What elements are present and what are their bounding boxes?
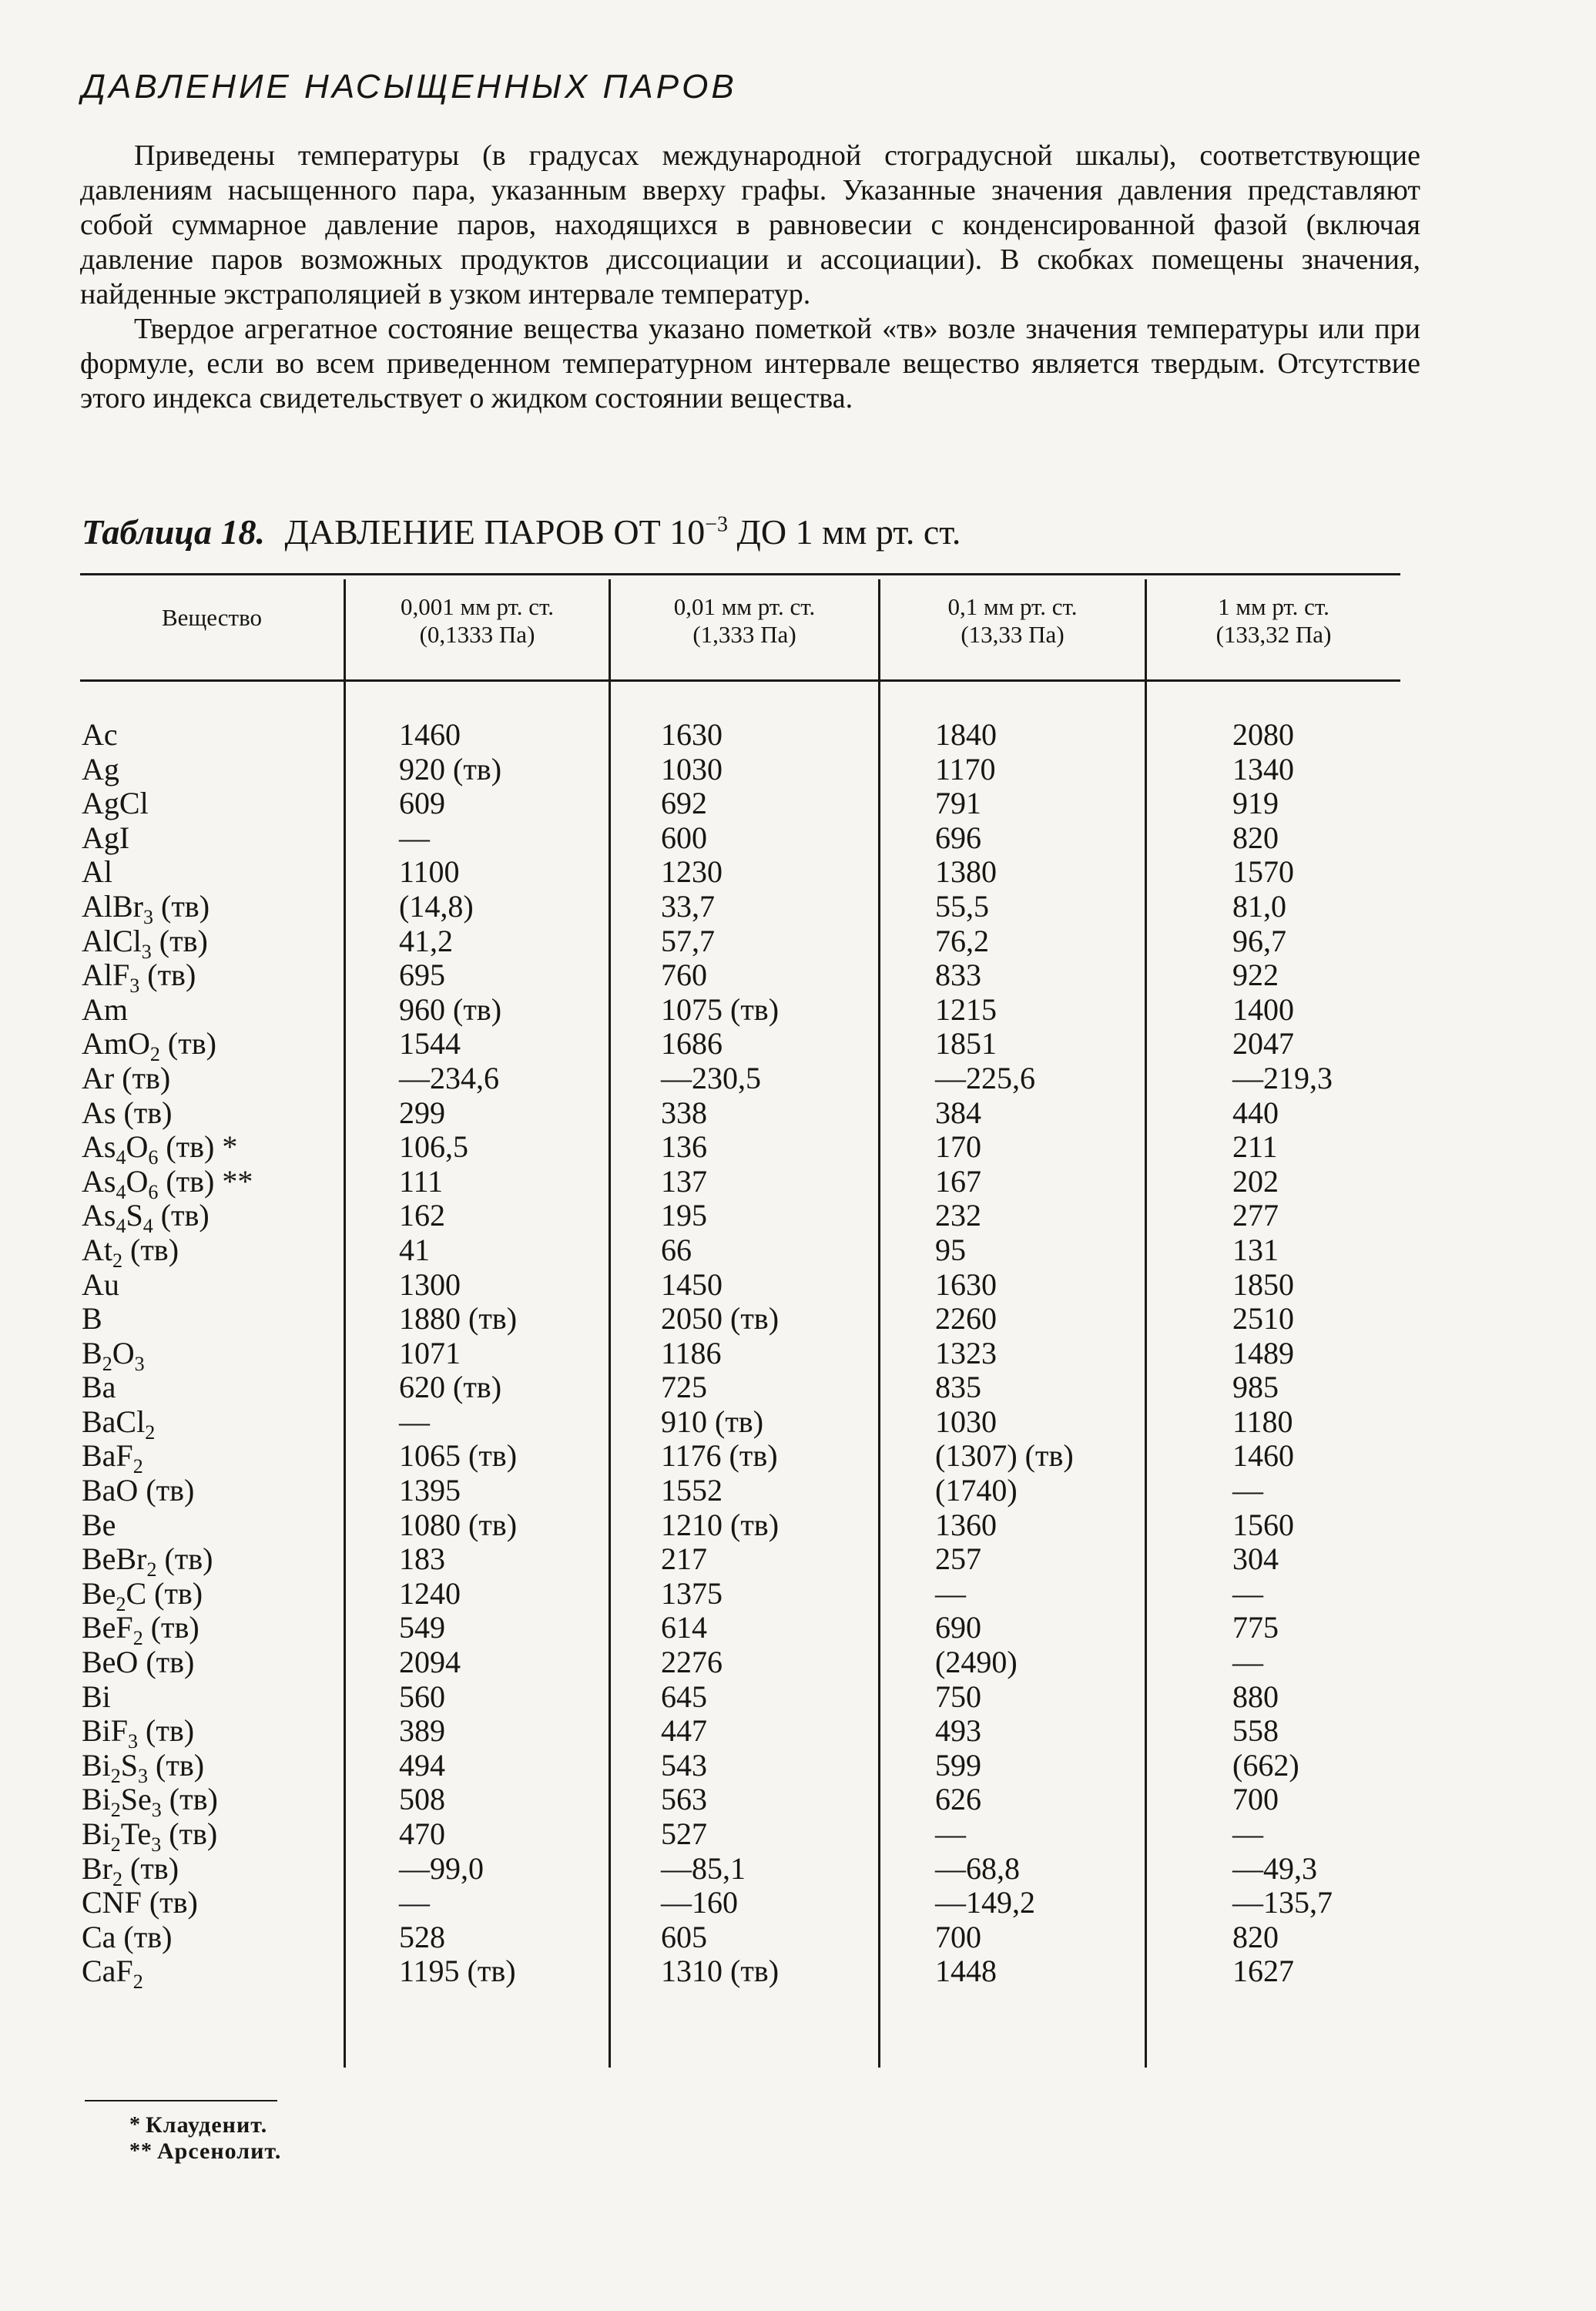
value-cell: 690 [935,1610,981,1645]
value-cell: —68,8 [935,1850,1020,1886]
value-cell: 2080 [1232,717,1294,752]
value-cell: 232 [935,1198,981,1233]
value-cell: 1880 (тв) [399,1301,518,1337]
value-cell: 81,0 [1232,888,1286,924]
value-cell: 835 [935,1370,981,1405]
value-cell: 106,5 [399,1129,468,1165]
substance-cell: $As_4S_4$ (тв) [82,1198,210,1238]
intro-paragraph-2: Твердое агрегатное состояние вещества указано пометкой «тв» возле значения температуры или при формуле, если во всем приведенном температурном интервале вещество является твердым. Отсутствие этого индекса свидетельствует о жидком состоянии вещества. [80,313,1420,414]
value-cell: 96,7 [1232,923,1286,958]
value-cell: 1210 (тв) [661,1507,780,1542]
substance-cell: CaF$_2$ [82,1954,143,1994]
value-cell: 922 [1232,958,1279,993]
value-cell: —99,0 [399,1850,484,1886]
value-cell: 614 [661,1610,707,1645]
value-cell: 791 [935,786,981,821]
value-cell: 95 [935,1232,966,1267]
value-cell: 41,2 [399,923,453,958]
value-cell: 195 [661,1198,707,1233]
value-cell: 202 [1232,1163,1279,1199]
value-cell: 605 [661,1919,707,1954]
value-cell: 563 [661,1782,707,1817]
substance-column [82,717,359,1994]
substance-cell: AlF$_3$ (тв) [82,958,196,998]
value-cell: 66 [661,1232,692,1267]
column-header-p2: 0,01 мм рт. ст. (1,333 Па) [673,593,816,648]
value-cell: 919 [1232,786,1279,821]
value-cell: 41 [399,1232,430,1267]
value-cell: 1080 (тв) [399,1507,518,1542]
value-cell: — [1232,1473,1263,1508]
value-cell: 1840 [935,717,997,752]
value-cell: 211 [1232,1129,1278,1165]
value-cell: 1489 [1232,1335,1294,1370]
value-cell: —219,3 [1232,1060,1333,1095]
value-cell: 620 (тв) [399,1370,502,1405]
intro-paragraph-1: Приведены температуры (в градусах международной стоградусной шкалы), соответствующие давлениям насыщенного пара, указанным вверху графы. Указанные значения давления представляют собой суммарное давление паров, находящихся в равновесии с конденсированной фазой (включая давление паров возможных продуктов диссоциации и ассоциации). В скобках помещены значения, найденные экстраполяцией в узком интервале температур. [80,139,1420,310]
value-cell: 549 [399,1610,445,1645]
value-cell: 1570 [1232,854,1294,890]
value-cell: 543 [661,1747,707,1783]
value-cell: 725 [661,1370,707,1405]
substance-cell: Be [82,1507,116,1542]
value-cell: (1307) (тв) [935,1438,1074,1474]
value-cell: — [1232,1575,1263,1611]
substance-cell: BaO (тв) [82,1473,195,1508]
substance-cell: Bi [82,1679,111,1714]
value-cell: 599 [935,1747,981,1783]
substance-cell: AlBr$_3$ (тв) [82,888,210,928]
substance-cell: AgI [82,820,130,855]
value-cell: 1380 [935,854,997,890]
value-cell: 960 (тв) [399,991,502,1027]
value-cell: 299 [399,1095,445,1130]
value-cell: 277 [1232,1198,1279,1233]
value-cell: 695 [399,958,445,993]
intro-text [80,139,1420,416]
value-cell: —49,3 [1232,1850,1317,1886]
value-cell: 609 [399,786,445,821]
substance-cell: AgCl [82,786,149,821]
value-cell: 131 [1232,1232,1279,1267]
value-cell: —234,6 [399,1060,499,1095]
value-cell: 183 [399,1541,445,1577]
value-cell: —225,6 [935,1060,1035,1095]
value-cell: 1300 [399,1266,461,1302]
substance-cell: $B_2O_3$ [82,1335,145,1375]
value-cell: 692 [661,786,707,821]
page-heading: ДАВЛЕНИЕ НАСЫЩЕННЫХ ПАРОВ [82,68,737,106]
value-cell: 1180 [1232,1404,1293,1439]
values-column-001 [661,718,938,1989]
value-cell: 1240 [399,1575,461,1611]
value-cell: —149,2 [935,1885,1035,1920]
substance-cell: BiF$_3$ (тв) [82,1713,195,1753]
value-cell: 1630 [935,1266,997,1302]
value-cell: 167 [935,1163,981,1199]
value-cell: 1448 [935,1954,997,1989]
value-cell: 1560 [1232,1507,1294,1542]
value-cell: 170 [935,1129,981,1165]
value-cell: 1460 [1232,1438,1294,1474]
value-cell: (662) [1232,1747,1299,1783]
value-cell: 1552 [661,1473,723,1508]
value-cell: 1460 [399,717,461,752]
value-cell: 304 [1232,1541,1279,1577]
value-cell: 447 [661,1713,707,1749]
substance-cell: Am [82,991,128,1027]
value-cell: 1850 [1232,1266,1294,1302]
value-cell: 880 [1232,1679,1279,1714]
value-cell: —230,5 [661,1060,761,1095]
substance-cell: As (тв) [82,1095,173,1130]
value-cell: 137 [661,1163,707,1199]
value-cell: 2260 [935,1301,997,1337]
column-header-p1: 0,001 мм рт. ст. (0,1333 Па) [400,593,555,648]
substance-cell: $Bi_2Se_3$ (тв) [82,1782,218,1822]
value-cell: 111 [399,1163,444,1199]
value-cell: 985 [1232,1370,1279,1405]
value-cell: 527 [661,1816,707,1851]
substance-cell: Ag [82,751,119,787]
table-number: Таблица 18. [82,512,266,552]
footnote-rule [85,2100,277,2101]
footnotes [129,2112,281,2165]
value-cell: 1323 [935,1335,997,1370]
value-cell: 1170 [935,751,996,787]
substance-cell: Ar (тв) [82,1060,171,1095]
value-cell: 76,2 [935,923,989,958]
value-cell: 1215 [935,991,997,1027]
substance-cell: B [82,1301,102,1337]
value-cell: 1186 [661,1335,722,1370]
substance-cell: $Bi_2S_3$ (тв) [82,1747,205,1787]
value-cell: — [399,1885,430,1920]
value-cell: — [935,1575,966,1611]
value-cell: 136 [661,1129,707,1165]
value-cell: 162 [399,1198,445,1233]
values-column-1 [1232,718,1510,1989]
value-cell: — [1232,1816,1263,1851]
value-cell: 257 [935,1541,981,1577]
value-cell: 1360 [935,1507,997,1542]
value-cell: 696 [935,820,981,855]
value-cell: (14,8) [399,888,474,924]
value-cell: 55,5 [935,888,989,924]
values-column-01 [935,718,1212,1989]
value-cell: 384 [935,1095,981,1130]
value-cell: 57,7 [661,923,715,958]
values-column-0001 [399,718,676,1989]
value-cell: 1851 [935,1026,997,1062]
value-cell: 1450 [661,1266,723,1302]
value-cell: 2276 [661,1645,723,1680]
substance-cell: Al [82,854,112,890]
value-cell: — [1232,1645,1263,1680]
value-cell: 775 [1232,1610,1279,1645]
substance-cell: BeO (тв) [82,1645,195,1680]
substance-cell: Ac [82,717,118,752]
value-cell: 1030 [935,1404,997,1439]
value-cell: 1071 [399,1335,461,1370]
substance-cell: $Br_2$ (тв) [82,1850,179,1890]
value-cell: 508 [399,1782,445,1817]
value-cell: 2094 [399,1645,461,1680]
value-cell: 1100 [399,854,460,890]
value-cell: —135,7 [1232,1885,1333,1920]
value-cell: 1065 (тв) [399,1438,518,1474]
value-cell: 910 (тв) [661,1404,764,1439]
value-cell: — [399,820,430,855]
substance-cell: $At_2$ (тв) [82,1232,179,1272]
value-cell: 217 [661,1541,707,1577]
value-cell: 1030 [661,751,723,787]
value-cell: 1340 [1232,751,1294,787]
value-cell: 700 [1232,1782,1279,1817]
value-cell: 560 [399,1679,445,1714]
value-cell: —160 [661,1885,738,1920]
substance-cell: BaF$_2$ [82,1438,143,1478]
substance-cell: $Be_2C$ (тв) [82,1575,203,1615]
value-cell: 760 [661,958,707,993]
substance-cell: BaCl$_2$ [82,1404,156,1444]
value-cell: 1375 [661,1575,723,1611]
column-header-p4: 1 мм рт. ст. (133,32 Па) [1215,593,1332,648]
value-cell: 1686 [661,1026,723,1062]
value-cell: 1230 [661,854,723,890]
value-cell: 750 [935,1679,981,1714]
value-cell: (2490) [935,1645,1018,1680]
footnote-1: * Клауденит. [129,2112,268,2138]
table-caption [82,512,961,552]
value-cell: 558 [1232,1713,1279,1749]
value-cell: 1630 [661,717,723,752]
column-header-substance: Вещество [161,604,263,631]
value-cell: 600 [661,820,707,855]
value-cell: 1627 [1232,1954,1294,1989]
substance-cell: BeBr$_2$ (тв) [82,1541,213,1581]
value-cell: 1075 (тв) [661,991,780,1027]
footnote-2: ** Арсенолит. [129,2138,282,2164]
substance-cell: AlCl$_3$ (тв) [82,923,208,963]
value-cell: — [399,1404,430,1439]
value-cell: 1310 (тв) [661,1954,780,1989]
value-cell: 833 [935,958,981,993]
value-cell: 1176 (тв) [661,1438,778,1474]
value-cell: 820 [1232,820,1279,855]
value-cell: 494 [399,1747,445,1783]
value-cell: 2047 [1232,1026,1294,1062]
table-title: ДАВЛЕНИЕ ПАРОВ ОТ $10^{-3}$ ДО 1 мм рт. ст. [284,512,961,552]
value-cell: 2510 [1232,1301,1294,1337]
value-cell: 1195 (тв) [399,1954,516,1989]
table-top-rule [80,573,1400,575]
value-cell: (1740) [935,1473,1018,1508]
value-cell: 626 [935,1782,981,1817]
value-cell: 2050 (тв) [661,1301,780,1337]
value-cell: 493 [935,1713,981,1749]
substance-cell: Ba [82,1370,116,1405]
table-header-rule [80,679,1400,682]
column-header-p3: 0,1 мм рт. ст. (13,33 Па) [947,593,1078,648]
substance-cell: Ca (тв) [82,1919,173,1954]
substance-cell: $As_4O_6$ (тв) * [82,1129,238,1169]
value-cell: 1395 [399,1473,461,1508]
substance-cell: $As_4O_6$ (тв) ** [82,1163,253,1203]
value-cell: 820 [1232,1919,1279,1954]
value-cell: 920 (тв) [399,751,502,787]
value-cell: 700 [935,1919,981,1954]
substance-cell: AmO$_2$ (тв) [82,1026,216,1066]
substance-cell: Au [82,1266,119,1302]
value-cell: 1400 [1232,991,1294,1027]
value-cell: 1544 [399,1026,461,1062]
substance-cell: CNF (тв) [82,1885,198,1920]
value-cell: 389 [399,1713,445,1749]
value-cell: 338 [661,1095,707,1130]
value-cell: 645 [661,1679,707,1714]
value-cell: —85,1 [661,1850,746,1886]
value-cell: 440 [1232,1095,1279,1130]
value-cell: — [935,1816,966,1851]
value-cell: 470 [399,1816,445,1851]
value-cell: 528 [399,1919,445,1954]
substance-cell: $Bi_2Te_3$ (тв) [82,1816,218,1856]
substance-cell: BeF$_2$ (тв) [82,1610,200,1650]
value-cell: 33,7 [661,888,715,924]
